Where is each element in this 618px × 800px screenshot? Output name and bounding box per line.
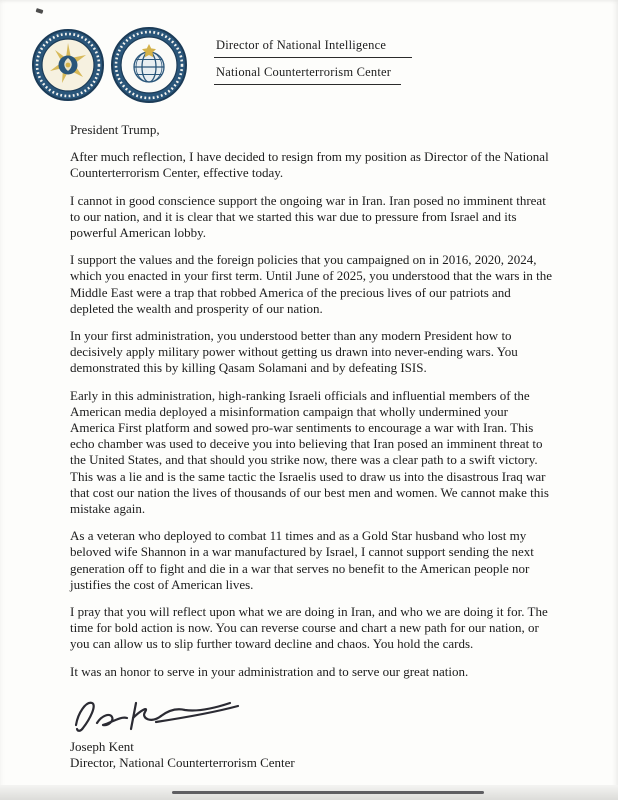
paragraph: After much reflection, I have decided to resign from my position as Director of the National Counterterrorism Center, effective today. [70, 149, 549, 181]
director-of-national-intelligence-seal-icon [31, 28, 105, 107]
signer-title: Director, National Counterterrorism Center [70, 754, 295, 770]
salutation: President Trump, [70, 122, 160, 137]
paragraph: I pray that you will reflect upon what we are doing in Iran, and who we are doing it for. The time for bold action is now. You can reverse course and chart a new path for our nation, or you can allow us to slip further toward decline and chaos. You hold the cards. [70, 604, 548, 652]
paragraph: I support the values and the foreign policies that you campaigned on in 2016, 2020, 2024, which you enacted in your first term. Until June of 2025, you understood that the wars in the Middle East were a trap that robbed America of the precious lives of our patriots and depleted the wealth and prosperity of our nation. [70, 252, 552, 316]
paragraph: Early in this administration, high-ranking Israeli officials and influential members of the American media deployed a misinformation campaign that wholly undermined your America First platform and sowed pro-war sentiments to encourage a war with Iran. This echo chamber was used to deceive you into believing that Iran posed an imminent threat to the United States, and that should you strike now, there was a clear path to a swift victory. This was a lie and is the same tactic the Israelis used to draw us into the disastrous Iraq war that cost our nation the lives of thousands of our best men and women. We cannot make this mistake again. [70, 387, 549, 517]
paragraph: In your first administration, you understood better than any modern President how to decisively apply military power without getting us drawn into never-ending wars. You demonstrated this by killing Qasam Solamani and by defeating ISIS. [70, 328, 518, 376]
paragraph: It was an honor to serve in your administration and to serve our great nation. [70, 663, 469, 679]
national-counterterrorism-center-seal-icon [110, 26, 188, 109]
letterhead [0, 0, 618, 108]
handwritten-signature-icon [64, 691, 254, 737]
center-name: National Counterterrorism Center [214, 65, 401, 85]
agency-name: Director of National Intelligence [214, 38, 412, 58]
letter-body [70, 122, 554, 771]
scan-artifact-line [172, 791, 484, 794]
paragraph: As a veteran who deployed to combat 11 times and as a Gold Star husband who lost my beloved wife Shannon in a war manufactured by Israel, I cannot support sending the next generation off to fight and die in a war that serves no benefit to the American people nor justifies the cost of American lives. [70, 528, 534, 592]
signer-name: Joseph Kent [70, 738, 134, 754]
letterhead-text [214, 38, 412, 92]
paragraph: I cannot in good conscience support the ongoing war in Iran. Iran posed no imminent threat to our nation, and it is clear that we started this war due to pressure from Israel and its powerful American lobby. [70, 192, 546, 241]
signature-block [70, 691, 554, 771]
